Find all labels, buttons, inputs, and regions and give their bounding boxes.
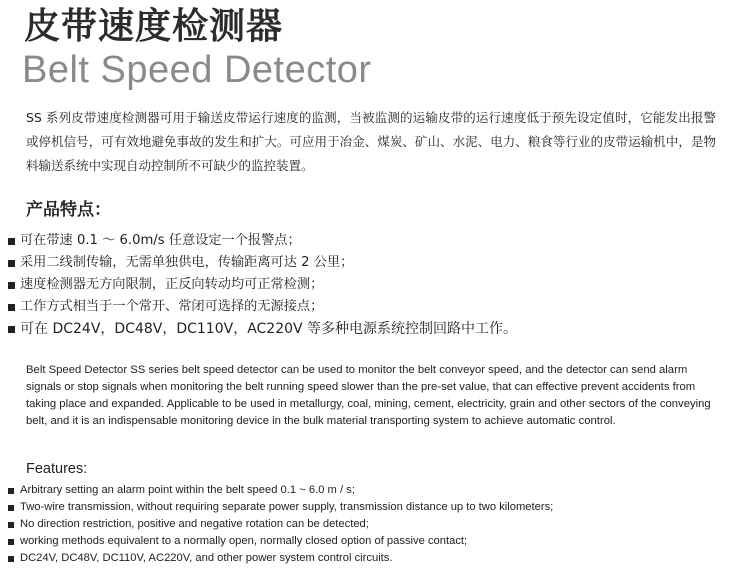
feature-text: Arbitrary setting an alarm point within the belt speed 0.1 ~ 6.0 m / s;: [20, 484, 355, 496]
title-chinese: 皮带速度检测器: [24, 6, 284, 47]
list-item: [8, 499, 718, 516]
features-heading-chinese: 产品特点：: [26, 200, 111, 220]
feature-text: DC24V, DC48V, DC110V, AC220V, and other power system control circuits.: [20, 552, 393, 564]
intro-chinese: SS 系列皮带速度检测器可用于输送皮带运行速度的监测，当被监测的运输皮带的运行速度低于预先设定值时，它能发出报警或停机信号，可有效地避免事故的发生和扩大。可应用于冶金、煤炭、矿山、水泥、电力、粮食等行业的皮带运输机中，是物料输送系统中实现自动控制所不可缺少的监控装置。: [26, 110, 716, 173]
square-bullet-icon: [8, 282, 15, 289]
feature-text: 可在带速 0.1 ～ 6.0m/s 任意设定一个报警点；: [20, 233, 301, 248]
list-item: [8, 516, 718, 533]
feature-text: No direction restriction, positive and negative rotation can be detected;: [20, 518, 369, 530]
list-item: [8, 274, 718, 296]
list-item: [8, 252, 718, 274]
feature-text: working methods equivalent to a normally open, normally closed option of passive contact;: [20, 535, 468, 547]
square-bullet-icon: [8, 522, 14, 528]
square-bullet-icon: [8, 488, 14, 494]
list-item: [8, 533, 718, 550]
feature-text: 可在 DC24V，DC48V，DC110V，AC220V 等多种电源系统控制回路中工作。: [20, 321, 518, 337]
square-bullet-icon: [8, 304, 15, 311]
list-item: [8, 230, 718, 252]
features-heading-english: Features:: [26, 461, 88, 477]
list-item: [8, 482, 718, 499]
square-bullet-icon: [8, 238, 15, 245]
feature-text: Two-wire transmission, without requiring separate power supply, transmission distance up to two kilometers;: [20, 501, 554, 513]
features-list-chinese: [8, 230, 718, 340]
square-bullet-icon: [8, 505, 14, 511]
square-bullet-icon: [8, 539, 14, 545]
list-item: [8, 550, 718, 567]
list-item: [8, 296, 718, 318]
square-bullet-icon: [8, 326, 15, 333]
intro-english: Belt Speed Detector SS series belt speed detector can be used to monitor the belt conveyor speed, and the detector can send alarm signals or stop signals when monitoring the belt running speed slower than the pre-set value, that can effective prevent accidents from taking place and expanded. Applicable to be used in metallurgy, coal, mining, cement, electricity, grain and other sectors of the conveying belt, and it is an indispensable monitoring device in the bulk material transporting system to achieve automatic control.: [26, 364, 711, 427]
square-bullet-icon: [8, 556, 14, 562]
feature-text: 速度检测器无方向限制，正反向转动均可正常检测；: [20, 277, 324, 292]
square-bullet-icon: [8, 260, 15, 267]
feature-text: 采用二线制传输，无需单独供电，传输距离可达 2 公里；: [20, 255, 354, 270]
feature-text: 工作方式相当于一个常开、常闭可选择的无源接点；: [20, 299, 324, 314]
features-list-english: [8, 482, 718, 567]
title-english: Belt Speed Detector: [22, 49, 372, 91]
list-item: [8, 318, 718, 340]
